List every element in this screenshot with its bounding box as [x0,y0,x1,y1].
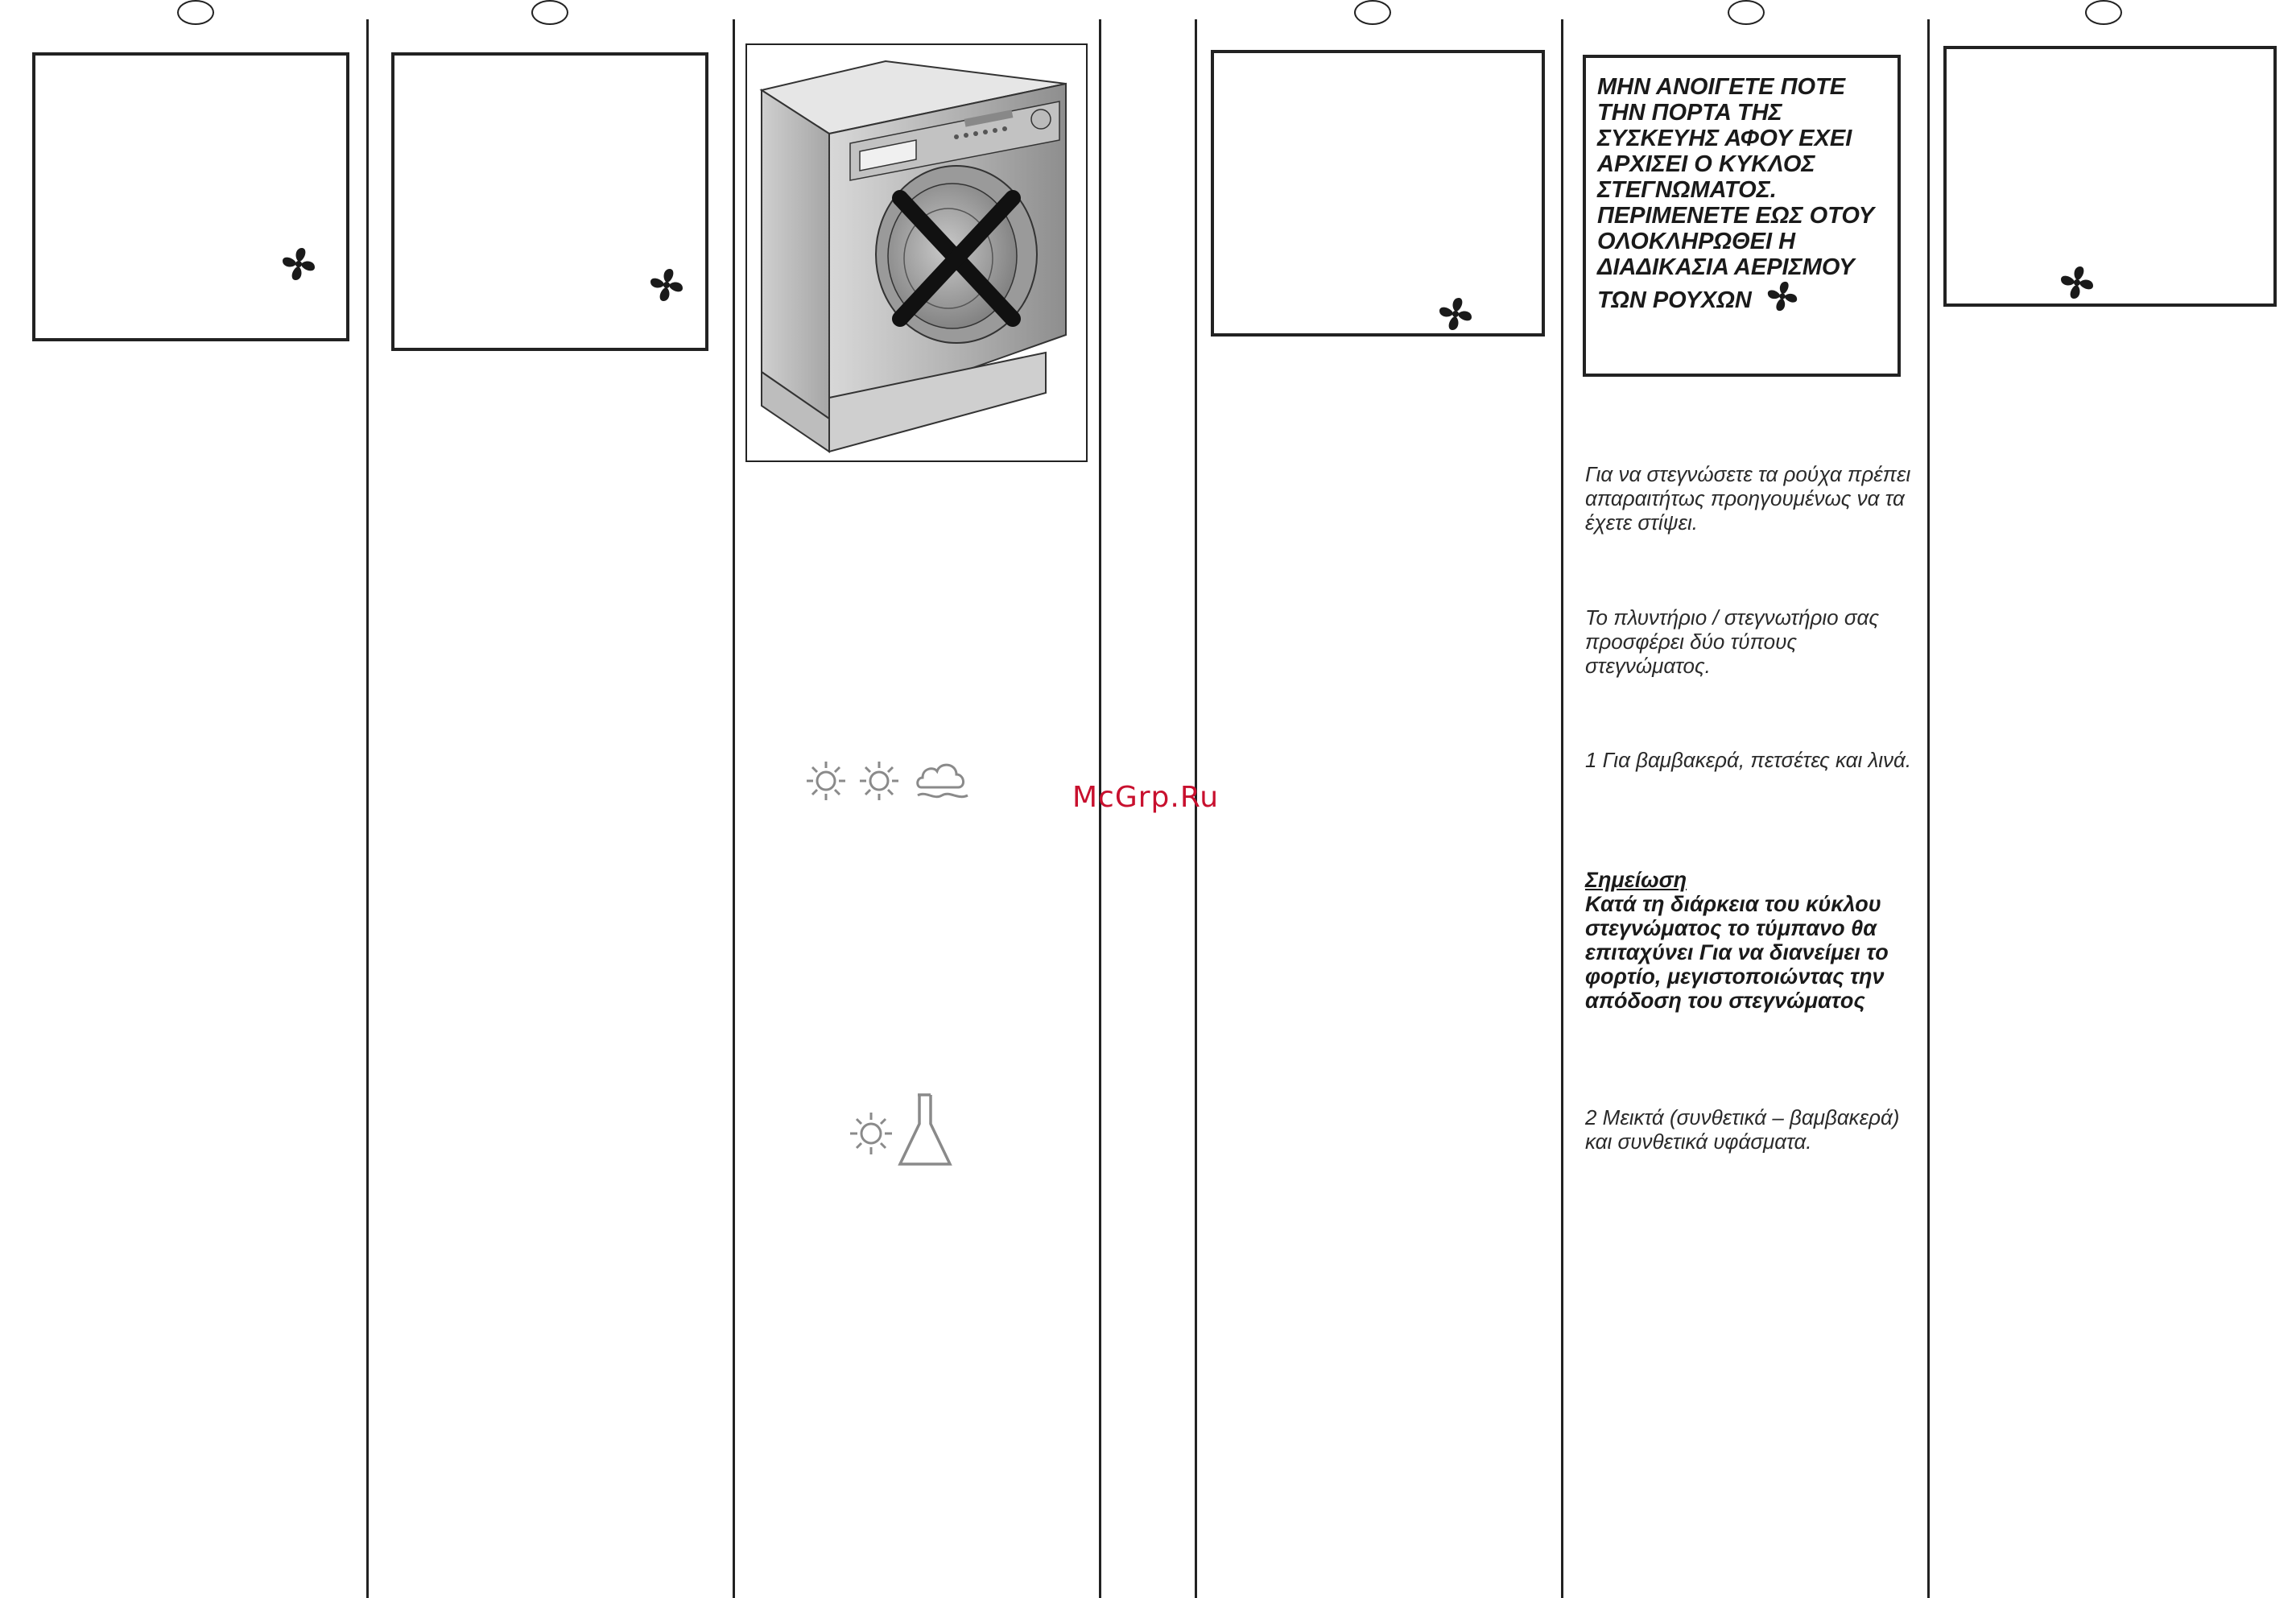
language-oval [177,0,214,25]
column-divider [366,19,369,1598]
warning-text [1597,74,1895,313]
column-divider [1561,19,1563,1598]
language-oval [1354,0,1391,25]
cotton-dry-icons [802,755,976,808]
sun-icon [807,762,845,800]
sun-icon [860,762,898,800]
column-divider [1927,19,1930,1598]
paragraph-spin-first: Για να στεγνώσετε τα ρούχα πρέπει απαραιτήτως προηγουμένως να τα έχετε στίψει. [1585,462,1911,535]
flask-icon [900,1095,950,1164]
language-oval [2085,0,2122,25]
warning-box [1583,55,1901,377]
text-box [1943,46,2277,307]
washing-machine-illustration [745,43,1088,462]
watermark: McGrp.Ru [1072,781,1220,814]
fan-icon [281,246,316,282]
fan-icon [2059,265,2095,300]
language-oval [531,0,568,25]
note-body: Κατά τη διάρκεια του κύκλου στεγνώματος το τύμπανο θα επιταχύνει Για να διανείμει το φορτίο, μεγιστοποιώντας την απόδοση του στεγνώματος [1585,892,1889,1013]
fan-icon [1766,280,1798,312]
paragraph-mixed: 2 Μεικτά (συνθετικά – βαμβακερά) και συνθετικά υφάσματα. [1585,1105,1900,1154]
synthetic-dry-icons [844,1092,964,1169]
paragraph-cotton: 1 Για βαμβακερά, πετσέτες και λινά. [1585,748,1912,772]
cloud-steam-icon [918,765,968,797]
warning-message: ΜΗΝ ΑΝΟΙΓΕΤΕ ΠΟΤΕ ΤΗΝ ΠΟΡΤΑ ΤΗΣ ΣΥΣΚΕΥΗΣ ΑΦΟΥ ΕΧΕΙ ΑΡΧΙΣΕΙ Ο ΚΥΚΛΟΣ ΣΤΕΓΝΩΜΑΤΟΣ. ΠΕΡΙΜΕΝΕΤΕ ΕΩΣ ΟΤΟΥ ΟΛΟΚΛΗΡΩΘΕΙ Η ΔΙΑΔΙΚΑΣΙΑ ΑΕΡΙΣΜΟΥ ΤΩΝ ΡΟΥΧΩΝ [1597,74,1875,313]
text-box [32,52,349,341]
sun-icon [850,1113,892,1154]
paragraph-drying-types: Το πλυντήριο / στεγνωτήριο σας προσφέρει δύο τύπους στεγνώματος. [1585,605,1880,678]
column-divider [733,19,735,1598]
language-oval [1728,0,1765,25]
text-box [1211,50,1545,337]
note-title: Σημείωση [1585,868,1687,892]
washing-machine-crossed-icon [747,45,1086,460]
fan-icon [649,267,684,303]
text-box [391,52,708,351]
fan-icon [1438,296,1473,332]
